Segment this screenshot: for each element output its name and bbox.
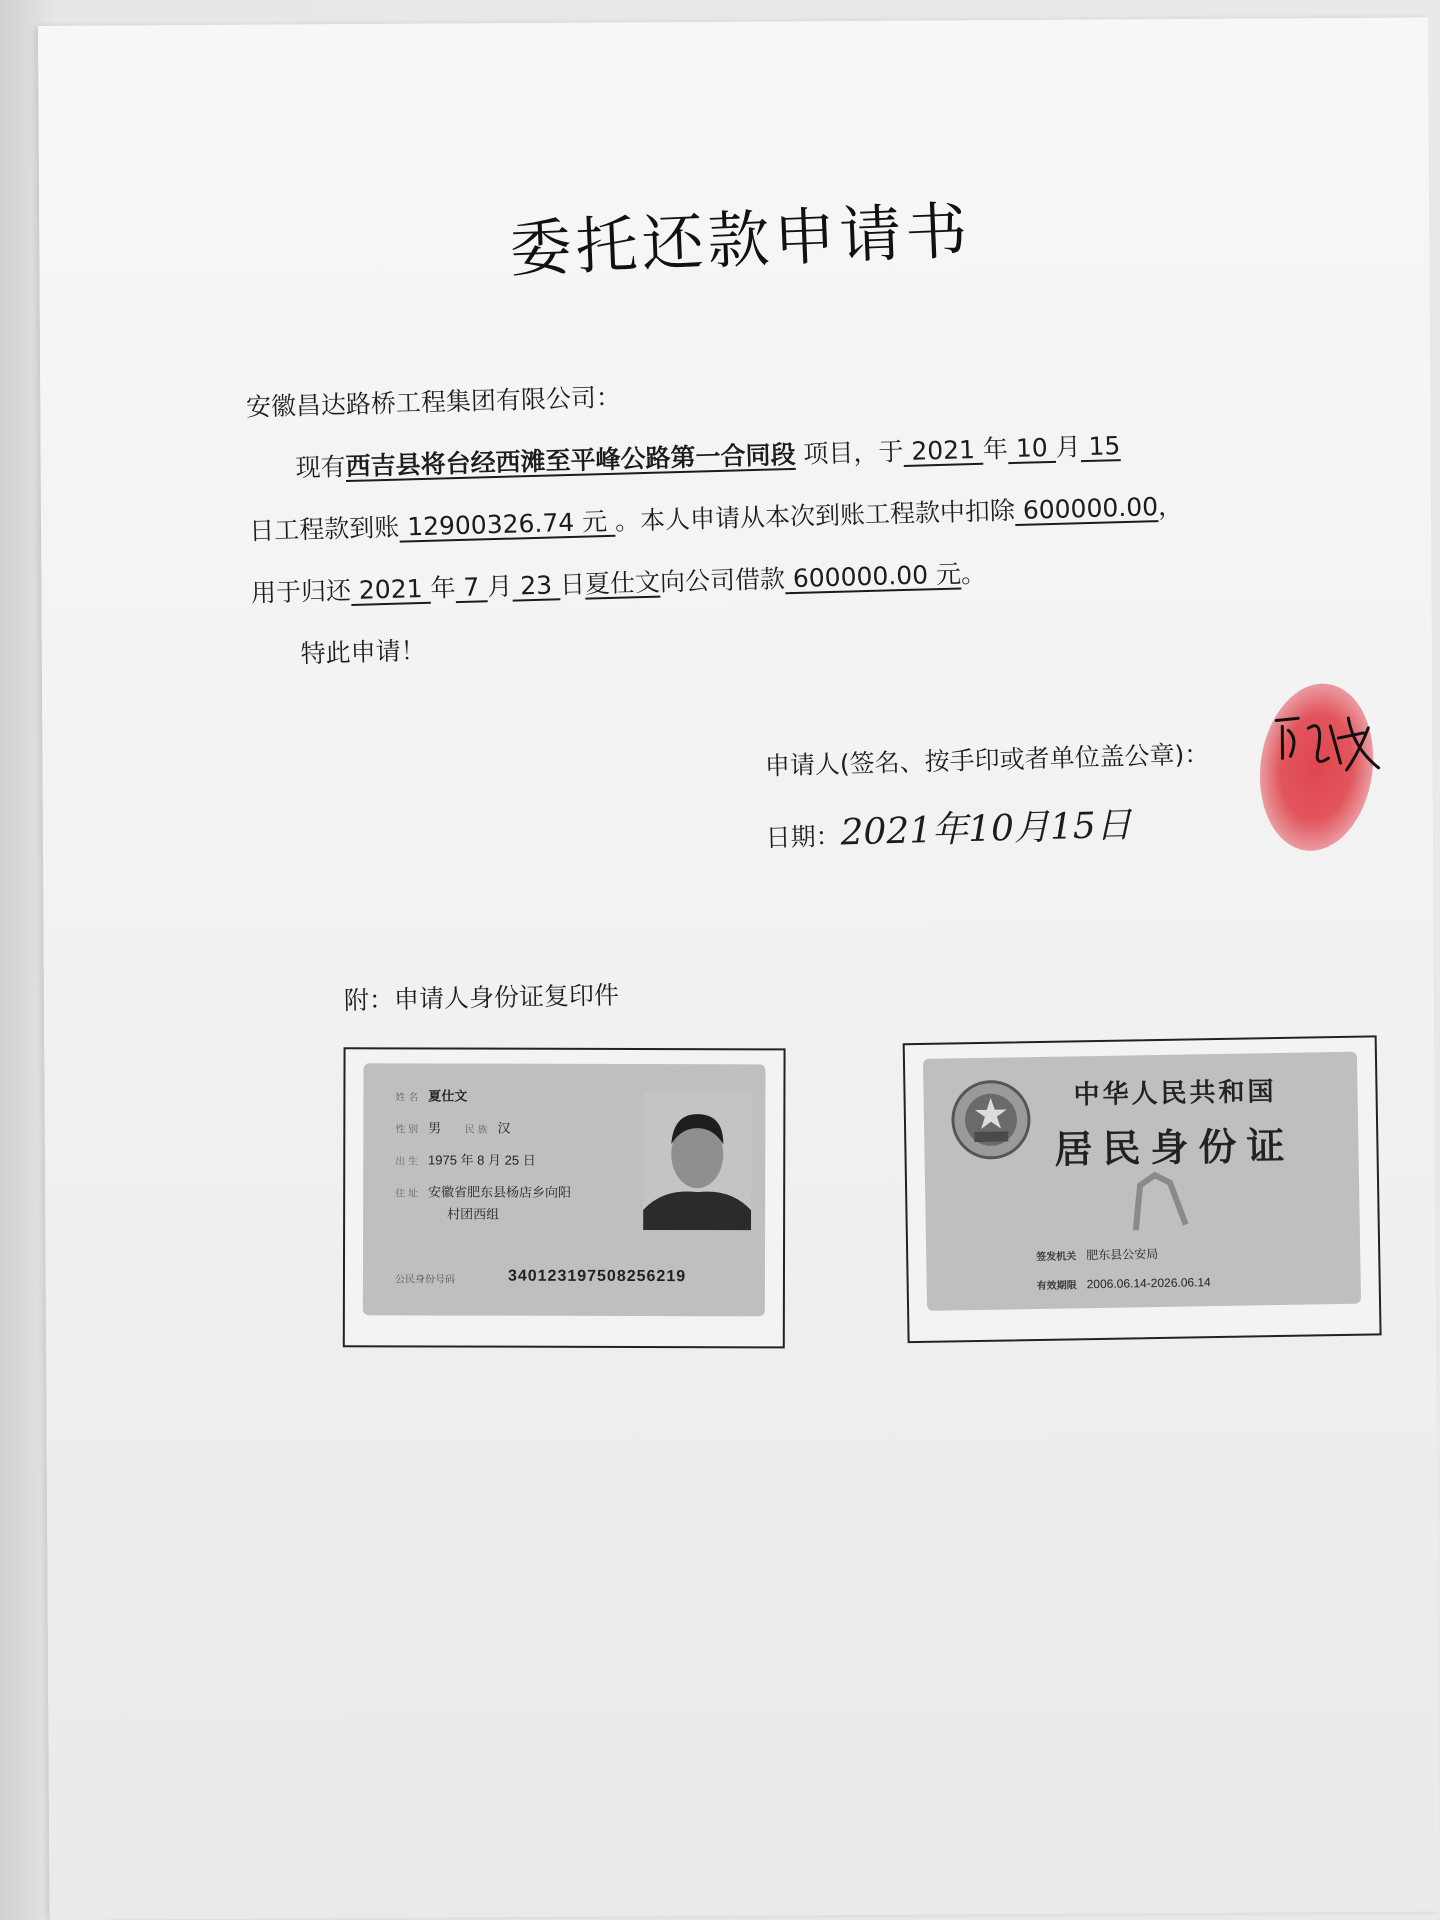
holder-sex: 男: [428, 1120, 442, 1136]
date-label: 日期：: [765, 821, 842, 853]
attachment-note: 附：申请人身份证复印件: [343, 980, 620, 1016]
name-row: 姓 名 夏仕文: [395, 1088, 468, 1104]
document-title: 委托还款申请书: [508, 193, 973, 286]
authority-row: 签发机关 肥东县公安局: [1036, 1247, 1159, 1264]
card-title: 居民身份证: [1054, 1122, 1295, 1172]
sex-row: 性 别 男 民 族 汉: [395, 1120, 511, 1136]
address-row: 住 址 安徽省肥东县杨店乡向阳: [395, 1184, 571, 1200]
holder-name: 夏仕文: [428, 1088, 468, 1104]
holder-address-1: 安徽省肥东县杨店乡向阳: [427, 1184, 571, 1200]
body-line-2: 日工程款到账 12900326.74 元 。本人申请从本次到账工程款中扣除 600000.00，: [248, 491, 1184, 546]
deduct-amount: 600000.00: [1014, 492, 1159, 525]
id-card-back-copy: [903, 1035, 1382, 1343]
id-number-label: 公民身份号码: [394, 1274, 455, 1286]
closing-text: 特此申请！: [300, 635, 427, 669]
date-line: [765, 797, 1133, 858]
national-emblem-icon: [947, 1075, 1035, 1168]
body-line-1: 现有西吉县将台经西滩至平峰公路第一合同段 项目，于 2021 年 10 月 15: [295, 431, 1121, 483]
loan-amount: 600000.00 元: [784, 559, 962, 594]
addressee: 安徽昌达路桥工程集团有限公司：: [245, 382, 622, 422]
id-card-front-copy: [343, 1047, 786, 1348]
body-line-3: 用于归还 2021 年 7 月 23 日夏仕文向公司借款 600000.00 元。: [250, 558, 987, 608]
project-name: 西吉县将台经西滩至平峰公路第一合同段: [345, 439, 796, 482]
receipt-month: 10: [1007, 432, 1056, 464]
holder-birth: 1975 年 8 月 25 日: [428, 1152, 536, 1168]
issuing-authority: 肥东县公安局: [1086, 1247, 1159, 1263]
receipt-day: 15: [1080, 431, 1121, 462]
loan-day: 23: [511, 570, 561, 601]
document-page: [38, 18, 1440, 1920]
id-number: 340123197508256219: [507, 1267, 687, 1286]
great-wall-icon: [1130, 1164, 1191, 1235]
loan-month: 7: [455, 572, 488, 603]
holder-address-2: 村团西组: [447, 1206, 500, 1222]
receipt-year: 2021: [903, 434, 984, 466]
holder-photo: [643, 1092, 751, 1230]
applicant-line: [764, 735, 1209, 783]
country-name: 中华人民共和国: [1073, 1077, 1277, 1111]
id-card-front: [363, 1063, 766, 1316]
borrower-name: 夏仕文: [584, 567, 661, 599]
applicant-label: 申请人(签名、按手印或者单位盖公章)：: [764, 739, 1210, 781]
holder-ethnicity: 汉: [497, 1120, 511, 1136]
document-body: [245, 349, 1273, 686]
loan-year: 2021: [350, 573, 431, 605]
handwritten-signature: [1268, 708, 1388, 779]
id-card-back: [923, 1052, 1361, 1311]
validity-row: 有效期限 2006.06.14-2026.06.14: [1036, 1275, 1211, 1293]
received-amount: 12900326.74 元: [398, 506, 616, 542]
handwritten-date: 2021年10月15日: [839, 804, 1133, 854]
birth-row: 出 生 1975 年 8 月 25 日: [395, 1152, 536, 1168]
validity-period: 2006.06.14-2026.06.14: [1086, 1275, 1211, 1292]
